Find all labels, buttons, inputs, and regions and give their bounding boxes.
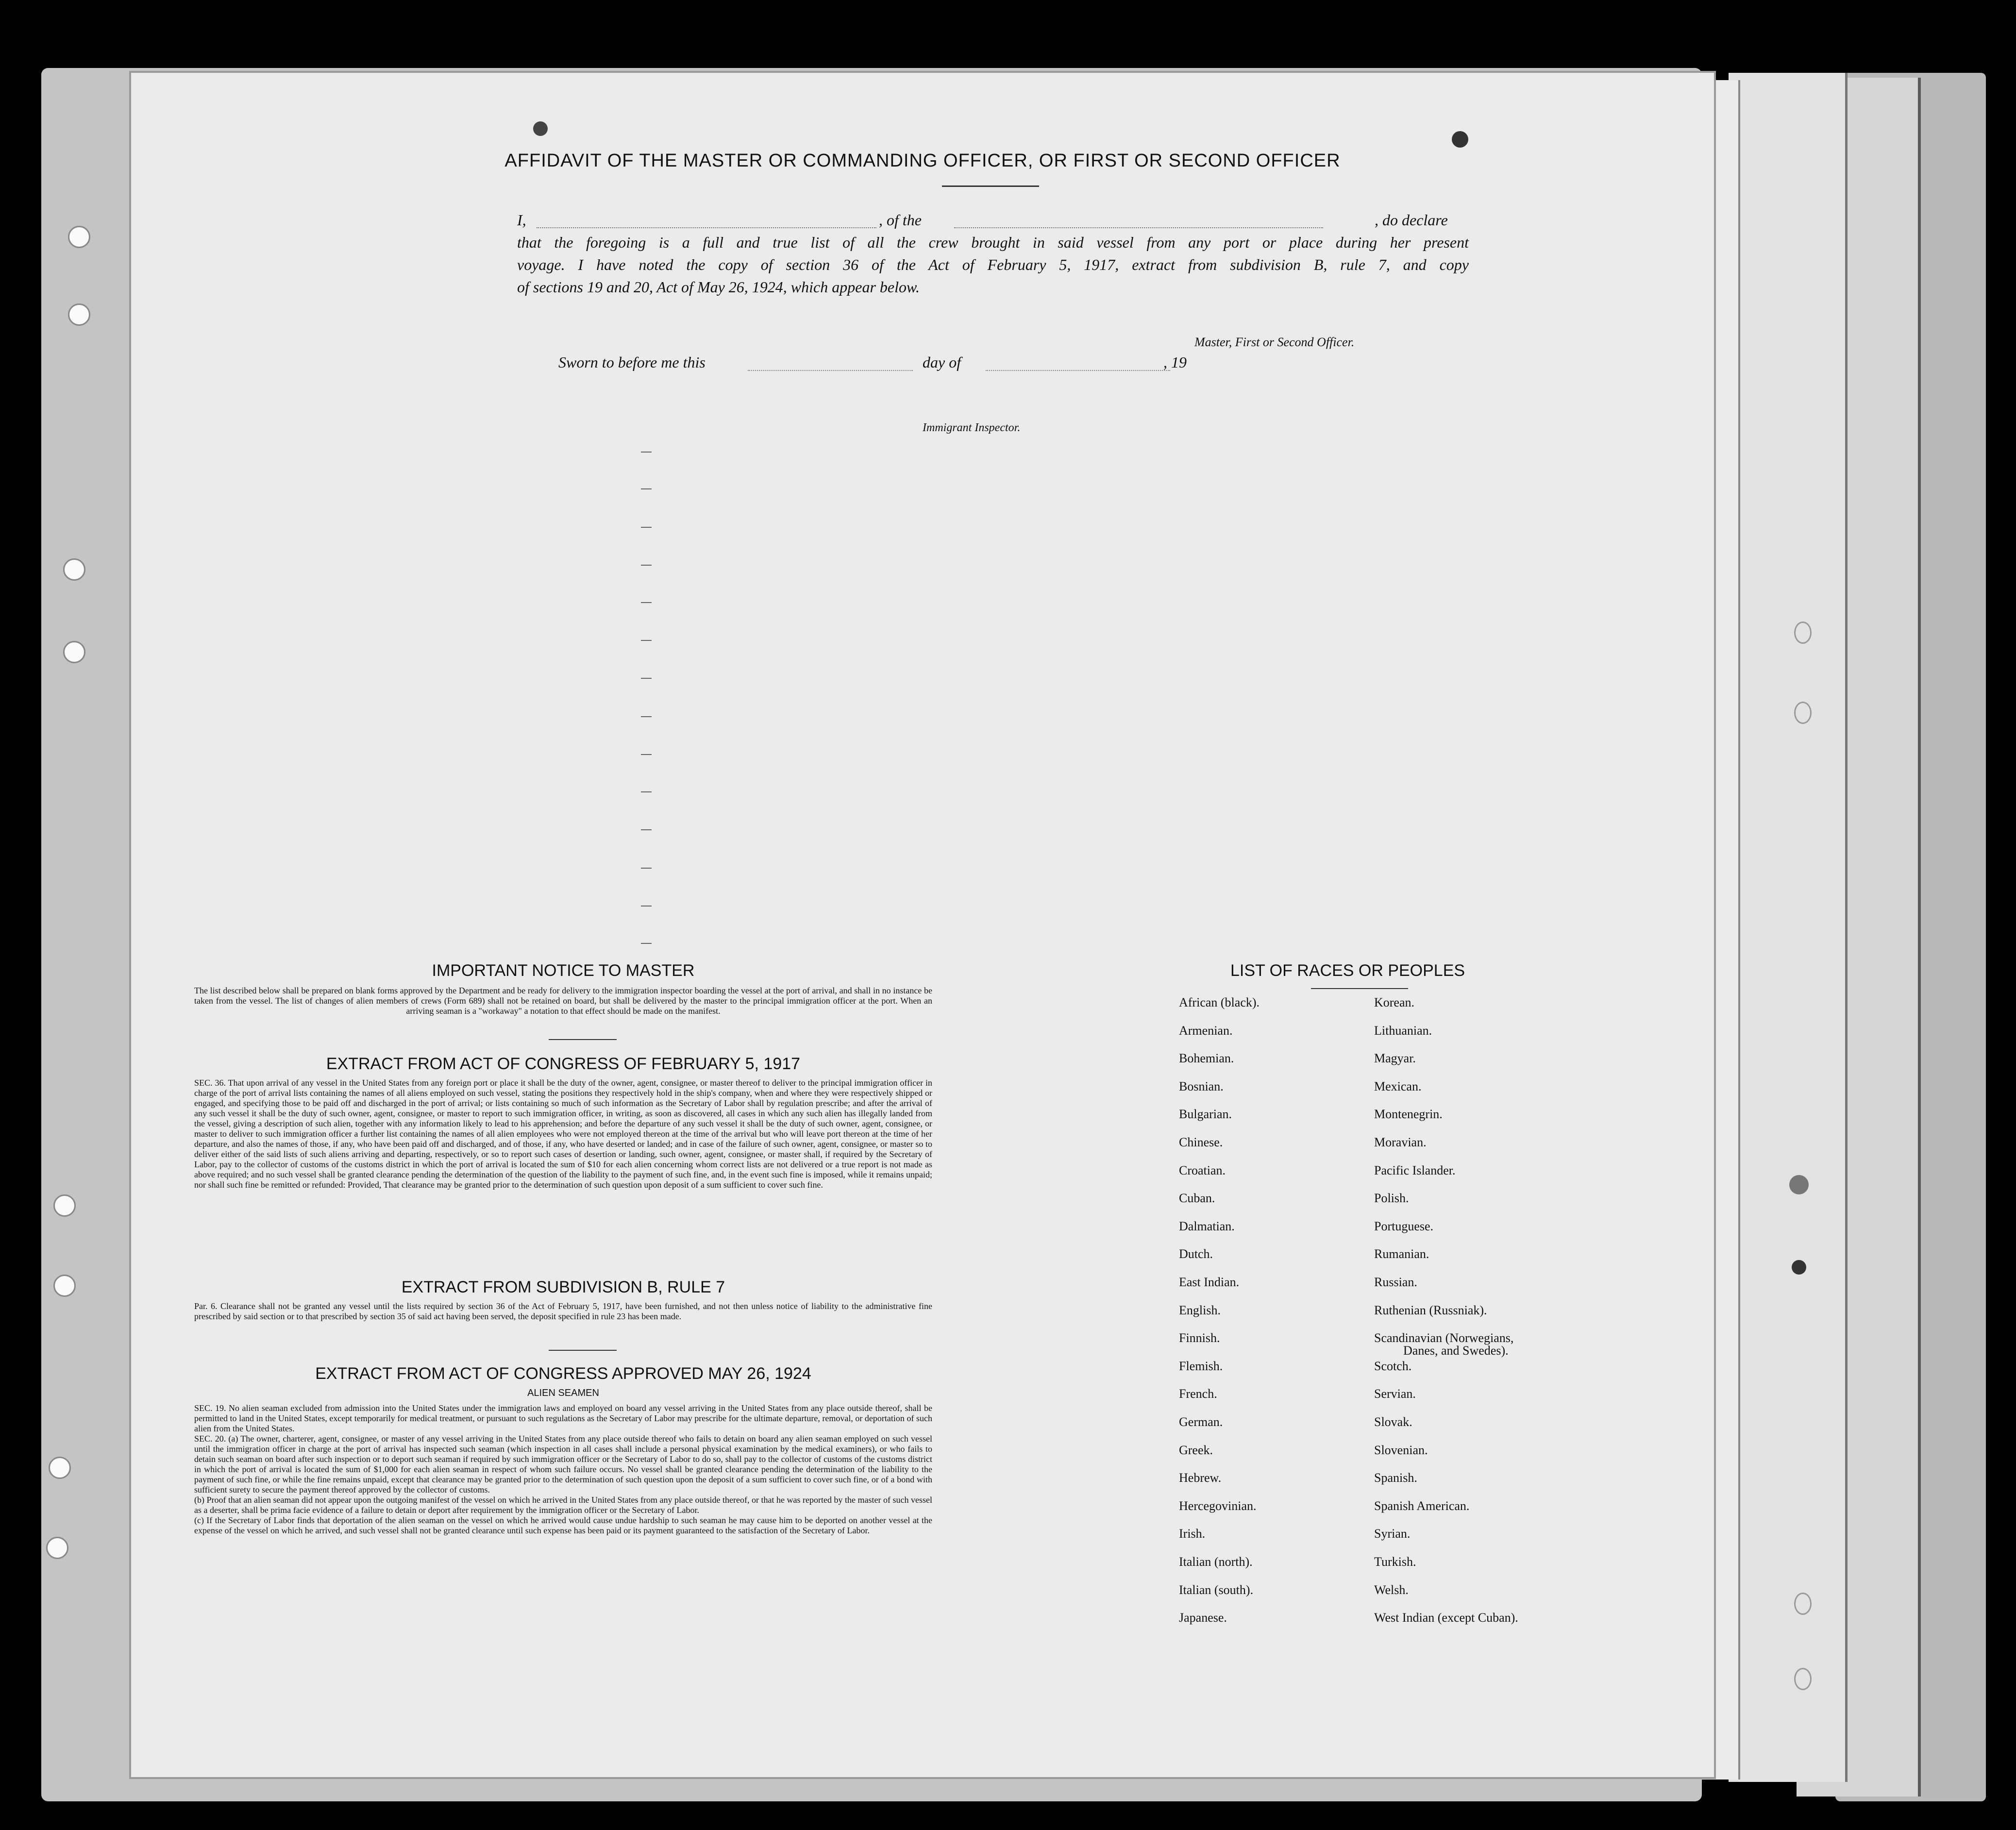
race-item: Syrian. [1374,1527,1411,1541]
binder-hole [53,1275,76,1297]
race-item: Irish. [1179,1527,1206,1541]
race-item: Pacific Islander. [1374,1163,1456,1177]
race-item: Montenegrin. [1374,1107,1443,1121]
race-item: Bulgarian. [1179,1107,1232,1121]
sworn-month-blank [986,370,1170,371]
race-item: Spanish American. [1374,1499,1470,1513]
sec-20a-text: SEC. 20. (a) The owner, charterer, agent, consignee, or master of any vessel arriving in the United States from any place outside thereof who fails to detain on board any alien seaman employed on such vessel until the immigration officer in charge at the port of arrival has inspected such seaman (which inspection in all cases shall include a personal physical examination by the medical examiners), or who fails to detain such seaman on board after such inspection or to deport such seaman if required by such immigration officer or the Secretary of Labor to do so, shall pay to the collector of customs of the customs district in which the port of arrival is located the sum of $1,000 for each alien seaman in respect of whom such failure occurs. No vessel shall be granted clearance pending the determination of the liability to the payment of such fine, or while the fine remains unpaid, except that clearance may be granted prior to the determination of such question upon the deposit of a sum sufficient to cover such fine, or of a bond with sufficient surety to secure the payment thereof approved by the collector of customs. [194,1434,932,1494]
race-item: Bosnian. [1179,1079,1224,1093]
race-item: Rumanian. [1374,1247,1429,1261]
race-item: Ruthenian (Russniak). [1374,1303,1487,1317]
underlying-page [1729,73,1848,1782]
extract-1924-subtitle: ALIEN SEAMEN [527,1388,599,1398]
sworn-label: Sworn to before me this [558,353,706,371]
race-item: East Indian. [1179,1275,1240,1289]
subdivision-b-title: EXTRACT FROM SUBDIVISION B, RULE 7 [401,1278,725,1296]
affidavit-title: AFFIDAVIT OF THE MASTER OR COMMANDING OFFICER, OR FIRST OR SECOND OFFICER [504,151,1341,171]
binder-hole [53,1194,76,1217]
race-item: German. [1179,1415,1223,1429]
race-item: French. [1179,1387,1217,1401]
affidavit-i-label: I, [517,211,526,229]
race-item: Armenian. [1179,1024,1233,1038]
race-item: Turkish. [1374,1555,1416,1569]
sworn-day-blank [748,370,913,371]
race-item: Slovenian. [1374,1443,1428,1457]
document-sheet [131,73,1714,1777]
extract-1924-title: EXTRACT FROM ACT OF CONGRESS APPROVED MAY 26, 1924 [315,1364,811,1383]
races-underline [1311,988,1408,989]
race-item: Finnish. [1179,1331,1220,1345]
binder-hole [46,1537,68,1559]
day-of-label: day of [923,353,961,371]
notice-body: The list described below shall be prepared on blank forms approved by the Department and be ready for delivery to the immigration inspector boarding the vessel at the port of arrival, and shall in no instance be taken from the vessel. The list of changes of alien members of crews (Form 689) shall not be retained on board, but shall be delivered by the master to the principal immigration officer at the port. When an arriving seaman is a "workaway" a notation to that effect should be made on the manifest. [194,986,932,1016]
subdivision-b-body: Par. 6. Clearance shall not be granted any vessel until the lists required by section 36 of the Act of February 5, 1917, have been furnished, and not then unless notice of liability to the administrative fine prescribed by said section or to that prescribed by section 35 of said act having been served, the deposit specified in rule 23 has been made. [194,1301,932,1321]
race-item: Croatian. [1179,1163,1226,1177]
race-item: Scandinavian (Norwegians, [1374,1331,1514,1345]
race-item: Japanese. [1179,1611,1227,1625]
column-mark [641,791,652,792]
race-item: Dalmatian. [1179,1219,1235,1233]
column-mark [641,602,652,603]
column-mark [641,906,652,907]
race-item: African (black). [1179,995,1260,1009]
ring-mark [1794,702,1812,724]
inspector-label: Immigrant Inspector. [923,421,1021,434]
binder-hole [63,558,85,581]
race-item: Dutch. [1179,1247,1213,1261]
race-item: West Indian (except Cuban). [1374,1611,1518,1625]
race-item: English. [1179,1303,1221,1317]
binder-hole [63,641,85,663]
column-mark [641,716,652,717]
title-underline [942,185,1039,187]
binder-hole [68,226,90,248]
race-item: Flemish. [1179,1359,1223,1373]
affidavit-line-2: that the foregoing is a full and true list of all the crew brought in said vessel from any port or place during her present [517,234,1469,251]
race-item: Servian. [1374,1387,1416,1401]
column-mark [641,452,652,453]
races-title: LIST OF RACES OR PEOPLES [1230,961,1465,980]
affidavit-line-4: of sections 19 and 20, Act of May 26, 1924, which appear below. [517,278,920,296]
column-mark [641,829,652,830]
race-item: Slovak. [1374,1415,1412,1429]
column-mark [641,488,652,489]
ring-mark [1794,1593,1812,1615]
race-item: Cuban. [1179,1191,1215,1205]
race-item: Welsh. [1374,1583,1409,1597]
binder-hole [68,303,90,326]
race-item: Hebrew. [1179,1471,1222,1485]
sec-20b-text: (b) Proof that an alien seaman did not appear upon the outgoing manifest of the vessel on which he arrived in the United States from any place outside thereof, or that he was reported by the master of such vessel as a deserter, shall be prima facie evidence of a failure to detain or deport after requirement by the immigration officer or the Secretary of Labor. [194,1495,932,1515]
column-mark [641,943,652,944]
rivet [1792,1260,1806,1275]
race-item: Lithuanian. [1374,1024,1432,1038]
race-item: Bohemian. [1179,1051,1234,1065]
notice-title: IMPORTANT NOTICE TO MASTER [432,961,695,980]
punch-mark [1452,131,1468,148]
section-divider [549,1039,617,1040]
race-item: Polish. [1374,1191,1409,1205]
race-item: Italian (south). [1179,1583,1254,1597]
name-blank-line [537,227,876,228]
affidavit-line-1 [517,209,1469,231]
race-item: Russian. [1374,1275,1417,1289]
vessel-blank-line [954,227,1323,228]
column-mark [641,868,652,869]
column-mark [641,754,652,755]
affidavit-of-the: , of the [879,211,922,229]
extract-1917-title: EXTRACT FROM ACT OF CONGRESS OF FEBRUARY 5, 1917 [326,1055,801,1073]
race-item: Danes, and Swedes). [1403,1343,1509,1358]
extract-1917-body: SEC. 36. That upon arrival of any vessel in the United States from any foreign port or place it shall be the duty of the owner, agent, consignee, or master thereof to deliver to the principal immigration officer in charge of the port of arrival lists containing the names of all aliens employed on such vessel, stating the positions they respectively hold in the ship's company, when and where they were respectively shipped or engaged, and specifying those to be paid off and discharged in the port of arrival; or lists containing so much of such information as the Secretary of Labor shall by regulation prescribe; and after the arrival of any such vessel it shall be the duty of such owner, agent, consignee, or master to report to such immigration officer, in writing, as soon as discovered, all cases in which any such alien has illegally landed from the vessel, giving a description of such alien, together with any information likely to lead to his apprehension; and before the departure of any such vessel it shall be the duty of such owner, agent, consignee, or master to deliver to such immigration officer a further list containing the names of all alien employees who were not employed thereon at the time of the arrival but who will leave port thereon at the time of her departure, and also the names of those, if any, who have been paid off and discharged, and of those, if any, who have deserted or landed; and in case of the failure of such owner, agent, consignee, or master so to deliver either of the said lists of such aliens arriving and departing, respectively, or so to report such cases of desertion or landing, such owner, agent, consignee, or master shall, if required by the Secretary of Labor, pay to the collector of customs of the customs district in which the port of arrival is located the sum of $10 for each alien concerning whom correct lists are not delivered or a true report is not made as above required; and no such vessel shall be granted clearance pending the determination of the question of the liability to the payment of such fine, and, in the event such fine is imposed, while it remains unpaid; nor shall such fine be remitted or refunded: Provided, That clearance may be granted prior to the determination of such question upon deposit of a sum sufficient to cover such fine. [194,1078,932,1190]
race-item: Portuguese. [1374,1219,1434,1233]
ring-mark [1794,1668,1812,1690]
affidavit-line-3: voyage. I have noted the copy of section 36 of the Act of February 5, 1917, extract from subdivision B, rule 7, and copy [517,256,1469,273]
race-item: Scotch. [1374,1359,1412,1373]
race-item: Mexican. [1374,1079,1422,1093]
race-item: Spanish. [1374,1471,1417,1485]
race-item: Moravian. [1374,1135,1427,1149]
column-mark [641,527,652,528]
affidavit-do-declare: , do declare [1375,211,1448,229]
column-mark [641,678,652,679]
sec-20c-text: (c) If the Secretary of Labor finds that deportation of the alien seaman on the vessel on which he arrived would cause undue hardship to such seaman he may cause him to be deported on another vessel at the expense of the vessel on which he arrived, and such vessel shall not be granted clearance until such expense has been paid or its payment guaranteed to the satisfaction of the Secretary of Labor. [194,1515,932,1535]
race-item: Korean. [1374,995,1415,1009]
column-mark [641,640,652,641]
column-mark [641,565,652,566]
signature-label: Master, First or Second Officer. [1194,335,1355,349]
extract-1924-body [194,1403,932,1536]
ring-mark [1794,621,1812,644]
rivet [1789,1175,1809,1194]
race-item: Chinese. [1179,1135,1223,1149]
race-item: Greek. [1179,1443,1213,1457]
race-item: Hercegovinian. [1179,1499,1257,1513]
binder-hole [49,1457,71,1479]
sec-19-text: SEC. 19. No alien seaman excluded from admission into the United States under the immigration laws and employed on board any vessel arriving in the United States from any place outside thereof, shall be permitted to land in the United States, except temporarily for medical treatment, or pursuant to such regulations as the Secretary of Labor may prescribe for the ultimate departure, removal, or deportation of such alien from the United States. [194,1403,932,1433]
race-item: Magyar. [1374,1051,1416,1065]
section-divider [549,1350,617,1351]
year-label: , 19 [1163,353,1187,371]
race-item: Italian (north). [1179,1555,1253,1569]
punch-mark [533,121,548,136]
